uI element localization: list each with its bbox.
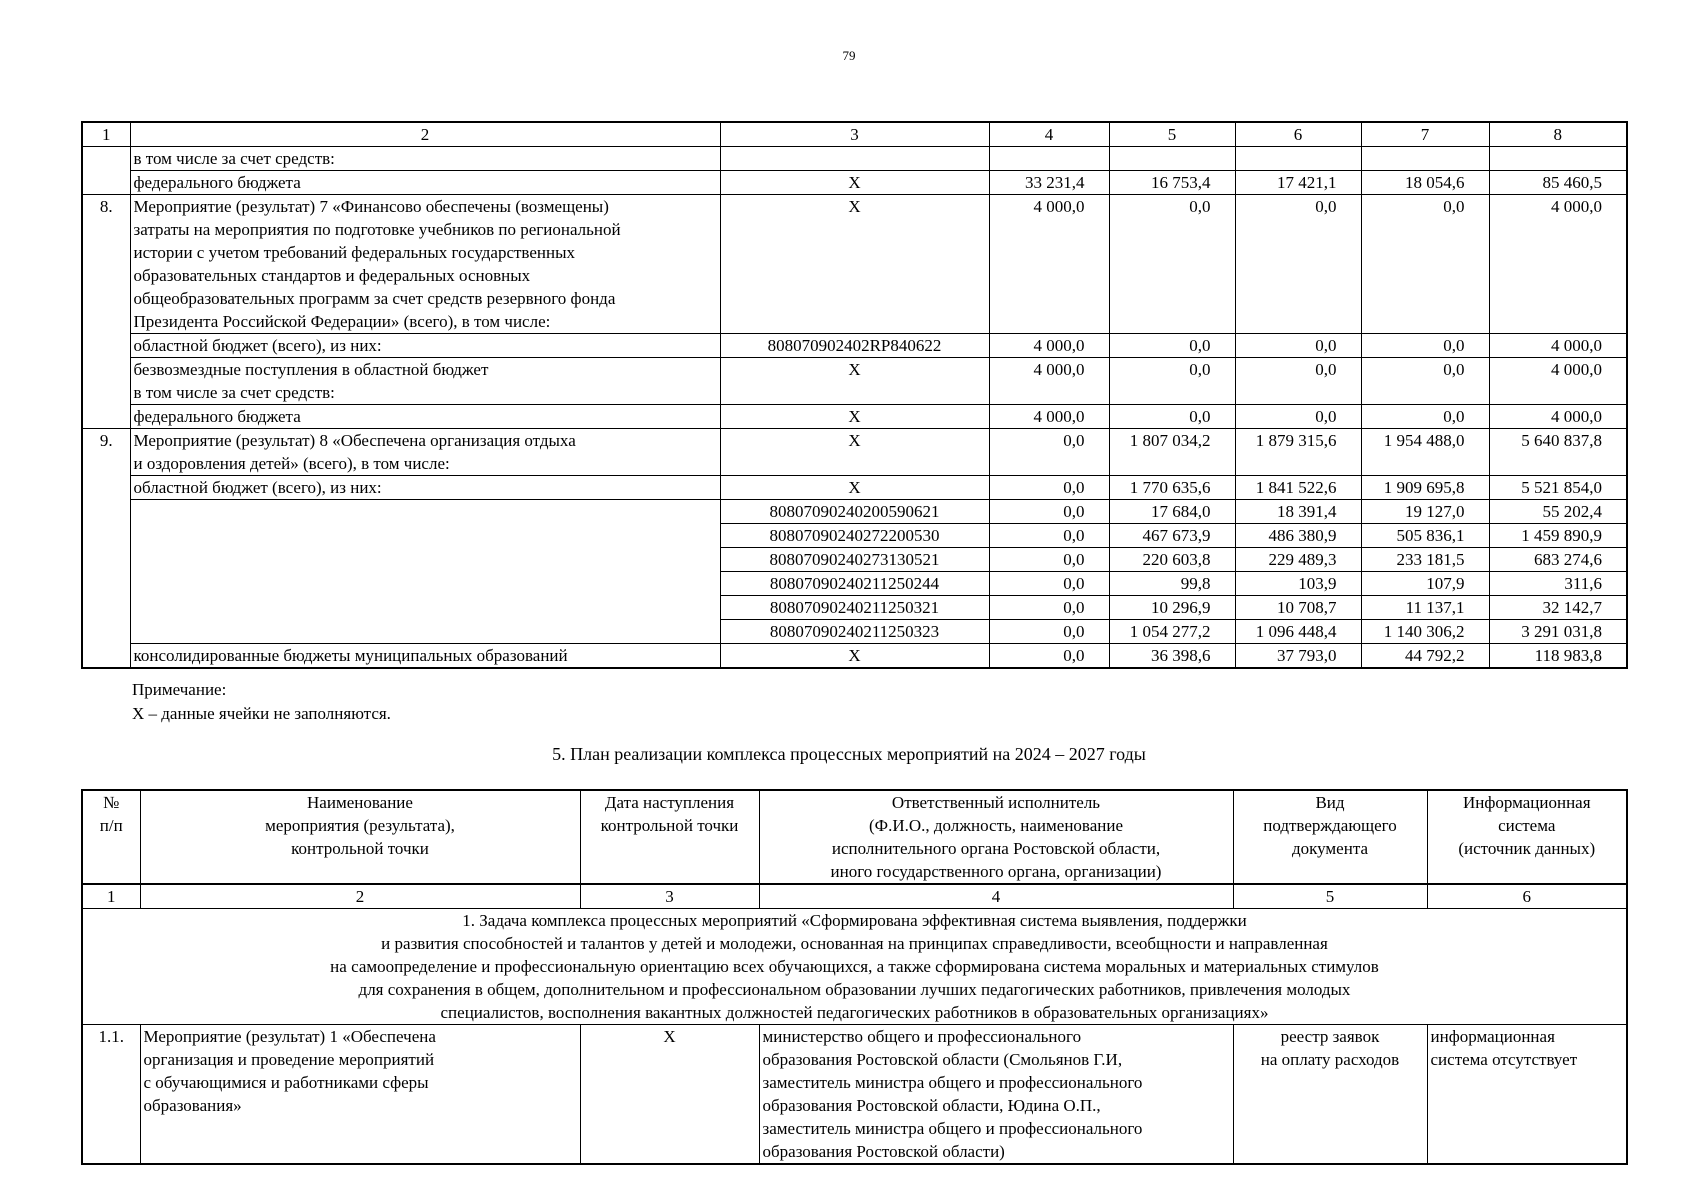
task-text: 1. Задача комплекса процессных мероприятий «Сформирована эффективная система выявления, поддержки и развития способностей и талантов у детей и молодежи, основанная на принципах справедливости, всеобщности и направленная на самоопределение и профессиональную ориентацию всех обучающихся, а также сформирована система моральных и материальных стимулов для сохранения в общем, дополнительном и профессиональном образовании лучших педагогических работников, привлечения молодых специалистов, восполнения вакантных должностей педагогических работников в образовательных организациях» (82, 909, 1627, 1025)
plan-table (81, 789, 1628, 1165)
table-row: консолидированные бюджеты муниципальных образований Х 0,0 36 398,6 37 793,0 44 792,2 118 983,8 (82, 644, 1627, 669)
header-system: Информационная система (источник данных) (1427, 790, 1627, 884)
note-text: Х – данные ячейки не заполняются. (132, 704, 391, 723)
table-row: 80807090240211250321 0,0 10 296,9 10 708,7 11 137,1 32 142,7 (82, 596, 1627, 620)
note (132, 678, 391, 726)
table-row: 1.1. Мероприятие (результат) 1 «Обеспечена организация и проведение мероприятий с обучающимися и работниками сферы образования» Х министерство общего и профессионального образования Ростовской области (Смольянов Г.И, заместитель министра общего и профессионального образования Ростовской области, Юдина О.П., заместитель министра общего и профессионального образования Ростовской области) реестр заявок на оплату расходов информационная система отсутствует (82, 1025, 1627, 1165)
column-number-row: 1 2 3 4 5 6 7 8 (82, 122, 1627, 147)
table-row: областной бюджет (всего), из них: 808070902402RP840622 4 000,0 0,0 0,0 0,0 4 000,0 (82, 334, 1627, 358)
column-number-row: 1 2 3 4 5 6 (82, 884, 1627, 909)
table-row: 80807090240273130521 0,0 220 603,8 229 489,3 233 181,5 683 274,6 (82, 548, 1627, 572)
header-doc: Вид подтверждающего документа (1233, 790, 1427, 884)
table-row: в том числе за счет средств: (82, 147, 1627, 171)
task-row (82, 909, 1627, 1025)
header-row (82, 790, 1627, 884)
funding-table (81, 121, 1628, 669)
table-row: безвозмездные поступления в областной бюджет в том числе за счет средств: Х 4 000,0 0,0 0,0 0,0 4 000,0 (82, 358, 1627, 405)
note-label: Примечание: (132, 680, 227, 699)
table-row: 80807090240211250323 0,0 1 054 277,2 1 096 448,4 1 140 306,2 3 291 031,8 (82, 620, 1627, 644)
table-row: федерального бюджета Х 33 231,4 16 753,4 17 421,1 18 054,6 85 460,5 (82, 171, 1627, 195)
table-row: 8. Мероприятие (результат) 7 «Финансово обеспечены (возмещены) затраты на мероприятия по подготовке учебников по региональной истории с учетом требований федеральных государственных образовательных стандартов и федеральных основных общеобразовательных программ за счет средств резервного фонда Президента Российской Федерации» (всего), в том числе: Х 4 000,0 0,0 0,0 0,0 4 000,0 (82, 195, 1627, 334)
section-title: 5. План реализации комплекса процессных мероприятий на 2024 – 2027 годы (552, 744, 1146, 764)
table-row: областной бюджет (всего), из них: Х 0,0 1 770 635,6 1 841 522,6 1 909 695,8 5 521 854,0 (82, 476, 1627, 500)
header-num: № п/п (82, 790, 140, 884)
table-row: 80807090240211250244 0,0 99,8 103,9 107,9 311,6 (82, 572, 1627, 596)
header-responsible: Ответственный исполнитель (Ф.И.О., должность, наименование исполнительного органа Ростовской области, иного государственного органа, организации) (759, 790, 1233, 884)
header-date: Дата наступления контрольной точки (580, 790, 759, 884)
table-row: федерального бюджета Х 4 000,0 0,0 0,0 0,0 4 000,0 (82, 405, 1627, 429)
page-number: 79 (842, 48, 856, 63)
header-name: Наименование мероприятия (результата), контрольной точки (140, 790, 580, 884)
table-row: 80807090240272200530 0,0 467 673,9 486 380,9 505 836,1 1 459 890,9 (82, 524, 1627, 548)
table-row: 80807090240200590621 0,0 17 684,0 18 391,4 19 127,0 55 202,4 (82, 500, 1627, 524)
table-row: 9. Мероприятие (результат) 8 «Обеспечена организация отдыха и оздоровления детей» (всего), в том числе: Х 0,0 1 807 034,2 1 879 315,6 1 954 488,0 5 640 837,8 (82, 429, 1627, 476)
